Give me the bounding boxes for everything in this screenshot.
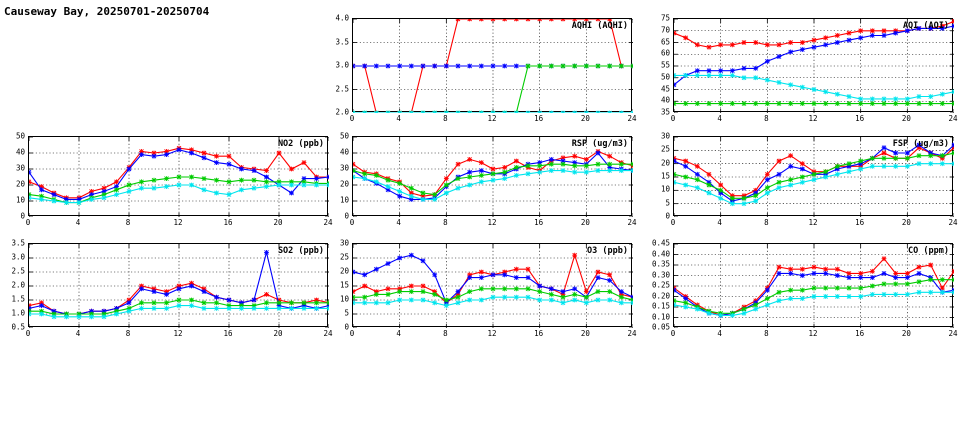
x-tick-label: 16 xyxy=(534,114,544,123)
chart-panel-fsp xyxy=(660,131,958,227)
x-tick-label: 24 xyxy=(627,114,637,123)
x-tick-label: 12 xyxy=(487,114,497,123)
x-tick-label: 12 xyxy=(173,329,183,338)
y-tick-label: 0.25 xyxy=(651,280,670,290)
plot-area-so2 xyxy=(28,243,328,327)
y-tick-label: 55 xyxy=(660,60,670,70)
y-tick-label: 0.5 xyxy=(11,322,25,332)
y-tick-label: 30 xyxy=(339,163,349,173)
x-tick-label: 12 xyxy=(808,329,818,338)
chart-panel-aqi xyxy=(660,13,958,123)
y-tick-label: 40 xyxy=(15,147,25,157)
plot-area-co xyxy=(673,243,953,327)
y-tick-label: 15 xyxy=(660,171,670,181)
page-title: Causeway Bay, 20250701-20250704 xyxy=(4,5,210,18)
x-tick-label: 24 xyxy=(948,329,958,338)
y-tick-label: 0.15 xyxy=(651,301,670,311)
y-tick-label: 10 xyxy=(660,184,670,194)
x-tick-label: 4 xyxy=(75,218,81,227)
x-tick-label: 12 xyxy=(808,218,818,227)
x-tick-label: 12 xyxy=(487,329,497,338)
x-tick-label: 0 xyxy=(670,329,676,338)
y-tick-label: 50 xyxy=(339,131,349,141)
y-tick-label: 0.05 xyxy=(651,322,670,332)
x-tick-label: 8 xyxy=(764,329,769,338)
y-tick-label: 40 xyxy=(339,147,349,157)
x-tick-label: 20 xyxy=(580,329,590,338)
x-tick-label: 4 xyxy=(75,329,81,338)
y-tick-label: 1.5 xyxy=(11,294,25,304)
x-tick-label: 24 xyxy=(948,218,958,227)
x-tick-label: 16 xyxy=(855,329,865,338)
x-tick-label: 0 xyxy=(670,218,676,227)
x-tick-label: 4 xyxy=(717,114,722,123)
x-tick-label: 4 xyxy=(717,218,722,227)
x-tick-label: 0 xyxy=(25,218,31,227)
y-tick-label: 0 xyxy=(665,211,670,221)
chart-title-fsp: FSP (ug/m3) xyxy=(892,139,949,149)
x-tick-label: 16 xyxy=(855,114,865,123)
x-tick-label: 0 xyxy=(349,218,355,227)
y-tick-label: 3.5 xyxy=(11,238,25,248)
y-tick-label: 0 xyxy=(344,211,349,221)
x-tick-label: 20 xyxy=(273,329,283,338)
x-tick-label: 24 xyxy=(627,329,637,338)
y-tick-label: 0 xyxy=(344,322,349,332)
y-tick-label: 3.0 xyxy=(335,60,349,70)
y-tick-label: 5 xyxy=(344,308,349,318)
plot-area-aqhi xyxy=(352,18,632,112)
y-tick-label: 0.20 xyxy=(651,291,670,300)
chart-title-co: CO (ppm) xyxy=(908,246,949,256)
x-tick-label: 8 xyxy=(443,218,448,227)
y-tick-label: 50 xyxy=(660,72,670,82)
y-tick-label: 10 xyxy=(15,195,25,205)
chart-title-aqi: AQI (AQI) xyxy=(902,21,949,31)
x-tick-label: 20 xyxy=(901,114,911,123)
y-tick-label: 10 xyxy=(339,195,349,205)
x-tick-label: 12 xyxy=(173,218,183,227)
y-tick-label: 2.0 xyxy=(335,107,349,117)
chart-title-no2: NO2 (ppb) xyxy=(277,139,324,149)
y-tick-label: 0.10 xyxy=(651,312,670,321)
x-tick-label: 8 xyxy=(125,218,131,227)
x-tick-label: 8 xyxy=(443,114,448,123)
y-tick-label: 5 xyxy=(665,198,670,208)
y-tick-label: 0.35 xyxy=(651,259,670,269)
y-tick-label: 2.5 xyxy=(11,266,25,276)
chart-panel-aqhi xyxy=(335,13,637,123)
x-tick-label: 4 xyxy=(396,218,401,227)
y-tick-label: 35 xyxy=(660,107,670,117)
x-tick-label: 16 xyxy=(534,329,544,338)
y-tick-label: 20 xyxy=(15,179,25,189)
y-tick-label: 2.5 xyxy=(335,84,349,93)
x-tick-label: 16 xyxy=(223,329,233,338)
y-tick-label: 30 xyxy=(15,163,25,173)
x-tick-label: 8 xyxy=(443,329,448,338)
y-tick-label: 70 xyxy=(660,25,670,35)
x-tick-label: 20 xyxy=(580,114,590,123)
x-tick-label: 4 xyxy=(396,329,401,338)
plot-area-no2 xyxy=(28,136,328,216)
x-tick-label: 24 xyxy=(323,329,333,338)
x-tick-label: 16 xyxy=(223,218,233,227)
chart-panel-o3 xyxy=(339,238,637,338)
x-tick-label: 12 xyxy=(487,218,497,227)
y-tick-label: 1.0 xyxy=(11,308,25,318)
y-tick-label: 20 xyxy=(660,158,670,168)
x-tick-label: 16 xyxy=(534,218,544,227)
plot-area-o3 xyxy=(352,243,632,327)
x-tick-label: 20 xyxy=(901,218,911,227)
y-tick-label: 45 xyxy=(660,84,670,93)
chart-panel-co xyxy=(651,238,958,338)
x-tick-label: 0 xyxy=(349,114,355,123)
x-tick-label: 0 xyxy=(25,329,31,338)
x-tick-label: 4 xyxy=(717,329,722,338)
chart-panel-rsp xyxy=(339,131,637,227)
y-tick-label: 2.0 xyxy=(11,280,25,290)
y-tick-label: 25 xyxy=(339,252,349,262)
chart-title-so2: SO2 (ppb) xyxy=(277,246,324,256)
y-tick-label: 4.0 xyxy=(335,13,349,23)
y-tick-label: 10 xyxy=(339,294,349,304)
x-tick-label: 0 xyxy=(349,329,355,338)
x-tick-label: 24 xyxy=(627,218,637,227)
x-tick-label: 20 xyxy=(273,218,283,227)
x-tick-label: 0 xyxy=(670,114,676,123)
y-tick-label: 3.5 xyxy=(335,37,349,46)
y-tick-label: 20 xyxy=(339,179,349,189)
plot-area-fsp xyxy=(673,136,953,216)
y-tick-label: 30 xyxy=(339,238,349,248)
y-tick-label: 40 xyxy=(660,95,670,105)
x-tick-label: 8 xyxy=(764,114,769,123)
y-tick-label: 20 xyxy=(339,266,349,276)
x-tick-label: 20 xyxy=(901,329,911,338)
x-tick-label: 24 xyxy=(323,218,333,227)
x-tick-label: 24 xyxy=(948,114,958,123)
chart-panel-so2 xyxy=(11,238,333,338)
x-tick-label: 8 xyxy=(764,218,769,227)
x-tick-label: 16 xyxy=(855,218,865,227)
chart-title-o3: O3 (ppb) xyxy=(587,246,628,256)
x-tick-label: 4 xyxy=(396,114,401,123)
y-tick-label: 60 xyxy=(660,48,670,58)
y-tick-label: 25 xyxy=(660,144,670,154)
x-tick-label: 12 xyxy=(808,114,818,123)
chart-panel-no2 xyxy=(15,131,333,227)
plot-area-rsp xyxy=(352,136,632,216)
y-tick-label: 3.0 xyxy=(11,252,25,262)
chart-title-rsp: RSP (ug/m3) xyxy=(571,139,628,149)
y-tick-label: 50 xyxy=(15,131,25,141)
chart-title-aqhi: AQHI (AQHI) xyxy=(571,21,628,31)
y-tick-label: 15 xyxy=(339,280,349,290)
x-tick-label: 20 xyxy=(580,218,590,227)
plot-area-aqi xyxy=(673,18,953,112)
x-tick-label: 8 xyxy=(125,329,131,338)
y-tick-label: 65 xyxy=(660,37,670,46)
y-tick-label: 0.45 xyxy=(651,238,670,248)
y-tick-label: 30 xyxy=(660,131,670,141)
y-tick-label: 75 xyxy=(660,13,670,23)
y-tick-label: 0 xyxy=(20,211,25,221)
y-tick-label: 0.30 xyxy=(651,270,670,279)
y-tick-label: 0.40 xyxy=(651,249,670,258)
